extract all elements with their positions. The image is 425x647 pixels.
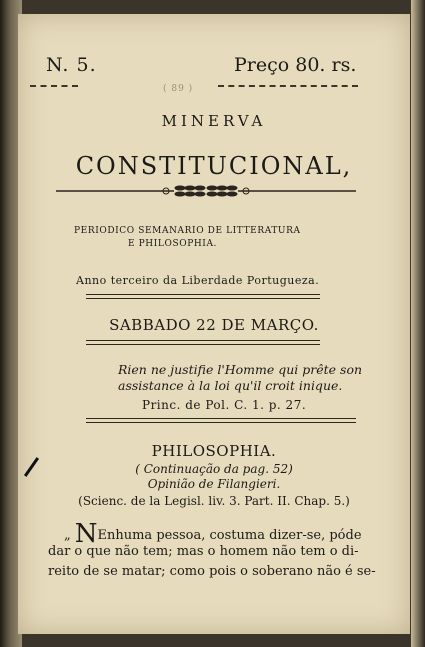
quote-mark: „ [64,528,71,543]
dashed-rule-left [30,85,78,87]
rule-below-date [86,340,320,345]
masthead-title-constitucional: CONSTITUCIONAL, [75,152,353,180]
section-heading: PHILOSOPHIA. [151,442,277,460]
book-edge-right [411,0,425,647]
body-line-3: reito de se matar; como pois o soberano não é se- [48,564,376,579]
source-citation: (Scienc. de la Legisl. liv. 3. Part. II. Chap. 5.) [78,494,350,508]
epigraph-line-2: assistance à la loi qu'il croit inique. [118,378,343,393]
body-line-1 [64,519,362,549]
newspaper-page [18,14,410,634]
rule-below-epigraph [86,418,356,423]
issue-price: Preço 80. rs. [234,54,357,76]
drop-letter: N [74,519,98,549]
subtitle-line-1: PERIODICO SEMANARIO DE LITTERATURA [74,226,301,236]
issue-number: N. 5. [46,54,97,76]
page-marker: ( 89 ) [163,84,194,94]
body-line-2: dar o que não tem; mas o homem não tem o di- [48,544,359,559]
issue-date: SABBADO 22 DE MARÇO. [109,316,319,334]
epigraph-attribution: Princ. de Pol. C. 1. p. 27. [142,398,307,412]
opinion-note: Opinião de Filangieri. [147,477,281,491]
rule-above-date [86,294,320,299]
laurel-ornament-icon [56,184,356,198]
year-line: Anno terceiro da Liberdade Portugueza. [76,274,320,287]
continuation-note: ( Continuação da pag. 52) [135,462,293,476]
masthead-title-minerva: MINERVA [161,112,267,130]
dashed-rule-right [218,85,358,87]
body-line-1-text: Enhuma pessoa, costuma dizer-se, póde [97,528,362,543]
epigraph-line-1: Rien ne justifie l'Homme qui prête son [118,362,363,377]
subtitle-line-2: E PHILOSOPHIA. [128,239,218,249]
